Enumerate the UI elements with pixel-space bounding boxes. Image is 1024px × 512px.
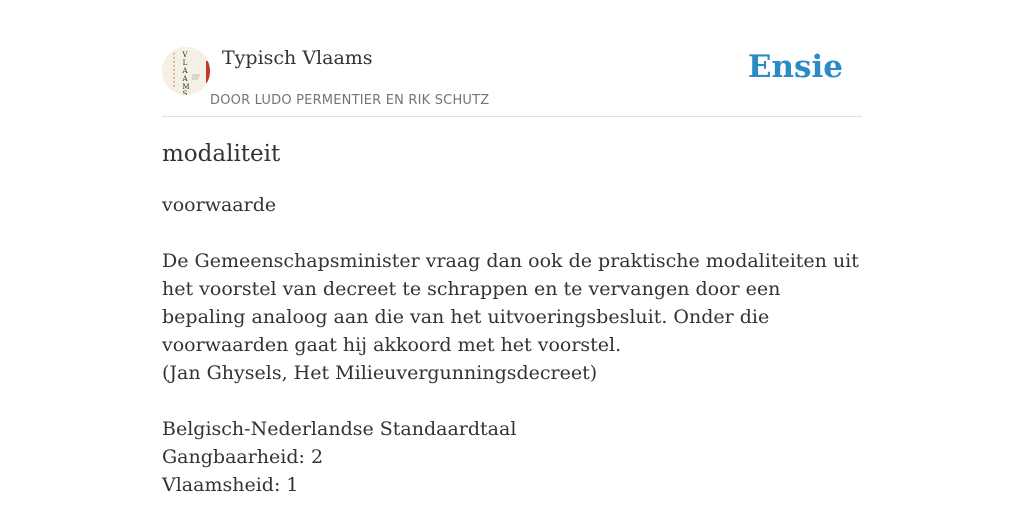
ensie-brand-logo[interactable]: Ensie [747,49,843,85]
svg-text:S: S [182,90,188,95]
dictionary-logo-icon[interactable] [162,47,210,95]
svg-text:A: A [182,67,188,75]
entry-example-source: (Jan Ghysels, Het Milieuvergunningsdecreet) [162,362,598,384]
entry-vlaamsheid: Vlaamsheid: 1 [162,474,299,496]
svg-text:M: M [182,83,190,91]
svg-text:V: V [182,51,188,59]
dictionary-header [162,44,862,117]
entry-language: Belgisch-Nederlandse Standaardtaal [162,418,517,440]
svg-text:A: A [182,75,188,83]
dictionary-authors: DOOR LUDO PERMENTIER EN RIK SCHUTZ [210,93,490,108]
entry-headword: modaliteit [162,141,281,167]
entry-gangbaarheid: Gangbaarheid: 2 [162,446,324,468]
entry-metadata [162,415,862,499]
dictionary-title[interactable]: Typisch Vlaams [222,47,373,69]
entry-example-block [162,247,862,387]
entry-example-quote: De Gemeenschapsminister vraag dan ook de praktische modaliteiten uit het voorstel van decreet te schrappen en te vervangen door een bepaling analoog aan die van het uitvoeringsbesluit. Onder die voorwaarden gaat hij akkoord met het voorstel. [162,250,859,356]
entry-definition: voorwaarde [162,194,277,216]
svg-text:L: L [182,59,188,67]
entry-content [162,136,862,499]
